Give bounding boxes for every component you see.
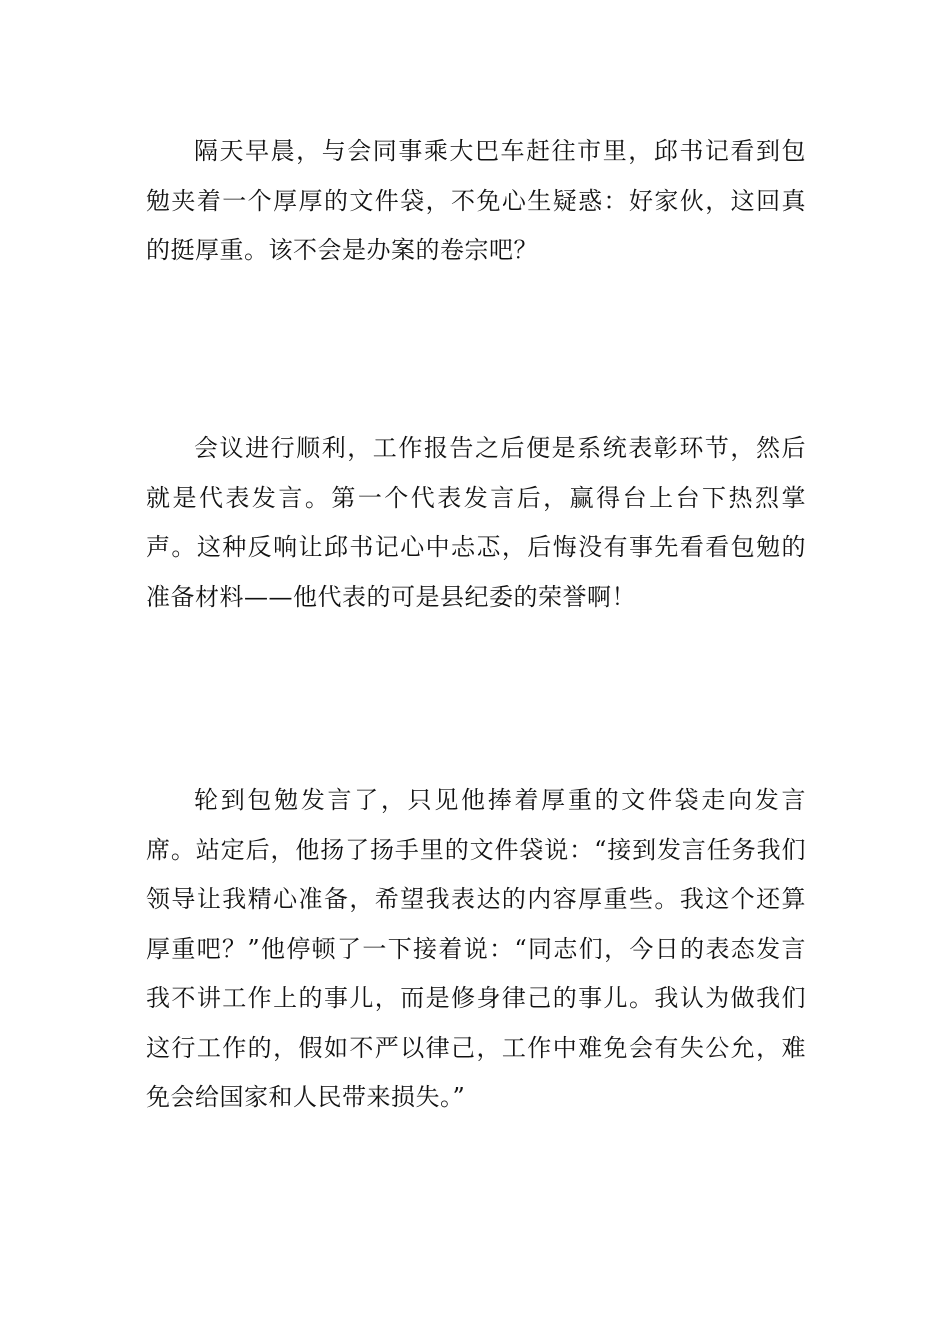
paragraph-3: 轮到包勉发言了，只见他捧着厚重的文件袋走向发言席。站定后，他扬了扬手里的文件袋说：“接到发言任务我们领导让我精心准备，希望我表达的内容厚重些。我这个还算厚重吧？”他停顿了一下接着说：“同志们，今日的表态发言我不讲工作上的事儿，而是修身律己的事儿。我认为做我们这行工作的，假如不严以律己，工作中难免会有失公允，难免会给国家和人民带来损失。” xyxy=(146,786,806,1111)
paragraph-1: 隔天早晨，与会同事乘大巴车赶往市里，邱书记看到包勉夹着一个厚厚的文件袋，不免心生疑惑：好家伙，这回真的挺厚重。该不会是办案的卷宗吧？ xyxy=(146,137,806,264)
paragraph-2: 会议进行顺利，工作报告之后便是系统表彰环节，然后就是代表发言。第一个代表发言后，赢得台上台下热烈掌声。这种反响让邱书记心中忐忑，后悔没有事先看看包勉的准备材料——他代表的可是县纪委的荣誉啊！ xyxy=(146,434,806,611)
